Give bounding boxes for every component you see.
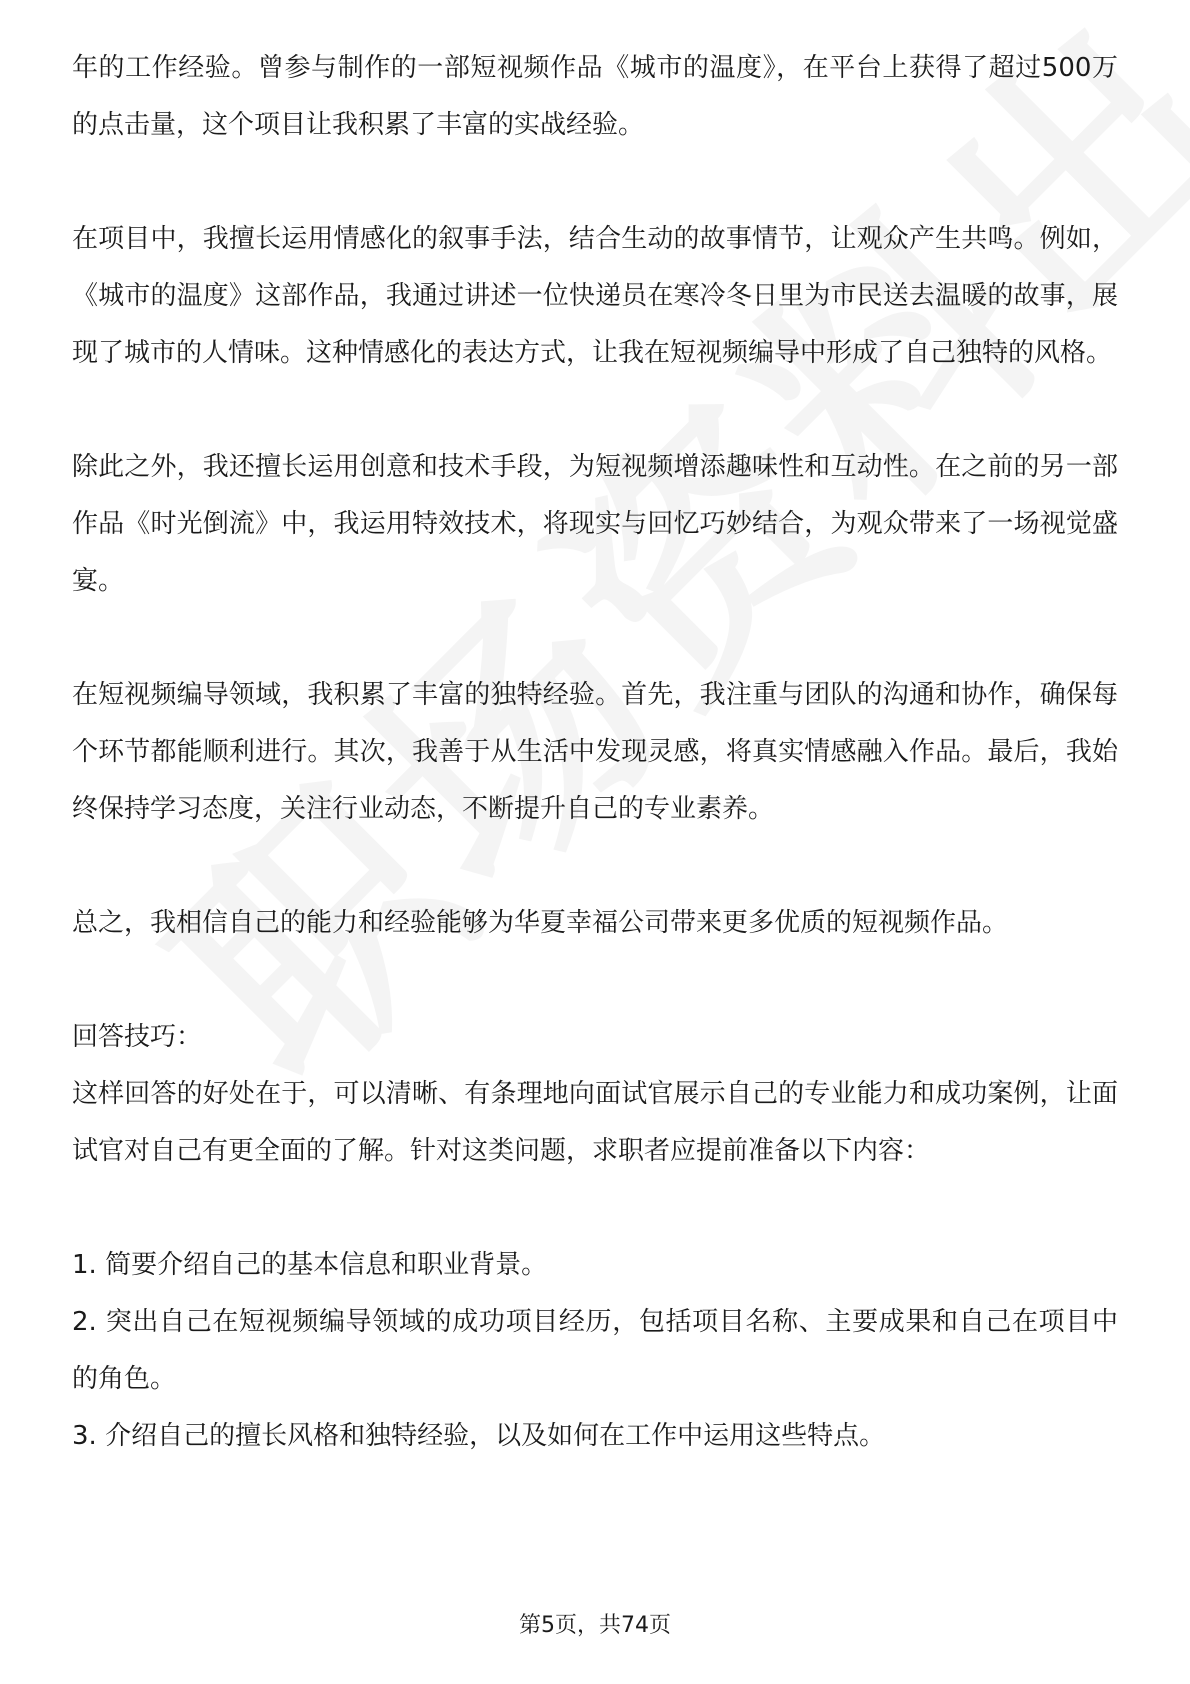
paragraph-experience: 年的工作经验。曾参与制作的一部短视频作品《城市的温度》，在平台上获得了超过500万的点击量，这个项目让我积累了丰富的实战经验。	[72, 53, 1118, 140]
list-item: 3. 介绍自己的擅长风格和独特经验，以及如何在工作中运用这些特点。	[72, 1421, 886, 1451]
paragraph-conclusion: 总之，我相信自己的能力和经验能够为华夏幸福公司带来更多优质的短视频作品。	[72, 908, 1009, 938]
tips-heading: 回答技巧：	[72, 1022, 203, 1052]
paragraph-unique-experience: 在短视频编导领域，我积累了丰富的独特经验。首先，我注重与团队的沟通和协作，确保每个环节都能顺利进行。其次，我善于从生活中发现灵感，将真实情感融入作品。最后，我始终保持学习态度，关注行业动态，不断提升自己的专业素养。	[72, 680, 1118, 824]
document-body	[72, 40, 1118, 1465]
list-item: 1. 简要介绍自己的基本信息和职业背景。	[72, 1250, 548, 1280]
paragraph-creative-techniques: 除此之外，我还擅长运用创意和技术手段，为短视频增添趣味性和互动性。在之前的另一部作品《时光倒流》中，我运用特效技术，将现实与回忆巧妙结合，为观众带来了一场视觉盛宴。	[72, 452, 1118, 596]
paragraph-narrative-style: 在项目中，我擅长运用情感化的叙事手法，结合生动的故事情节，让观众产生共鸣。例如，《城市的温度》这部作品，我通过讲述一位快递员在寒冷冬日里为市民送去温暖的故事，展现了城市的人情味。这种情感化的表达方式，让我在短视频编导中形成了自己独特的风格。	[72, 224, 1118, 368]
tips-body: 这样回答的好处在于，可以清晰、有条理地向面试官展示自己的专业能力和成功案例，让面试官对自己有更全面的了解。针对这类问题，求职者应提前准备以下内容：	[72, 1079, 1118, 1166]
list-item: 2. 突出自己在短视频编导领域的成功项目经历，包括项目名称、主要成果和自己在项目中的角色。	[72, 1307, 1118, 1394]
page-number-footer: 第5页，共74页	[519, 1613, 671, 1638]
